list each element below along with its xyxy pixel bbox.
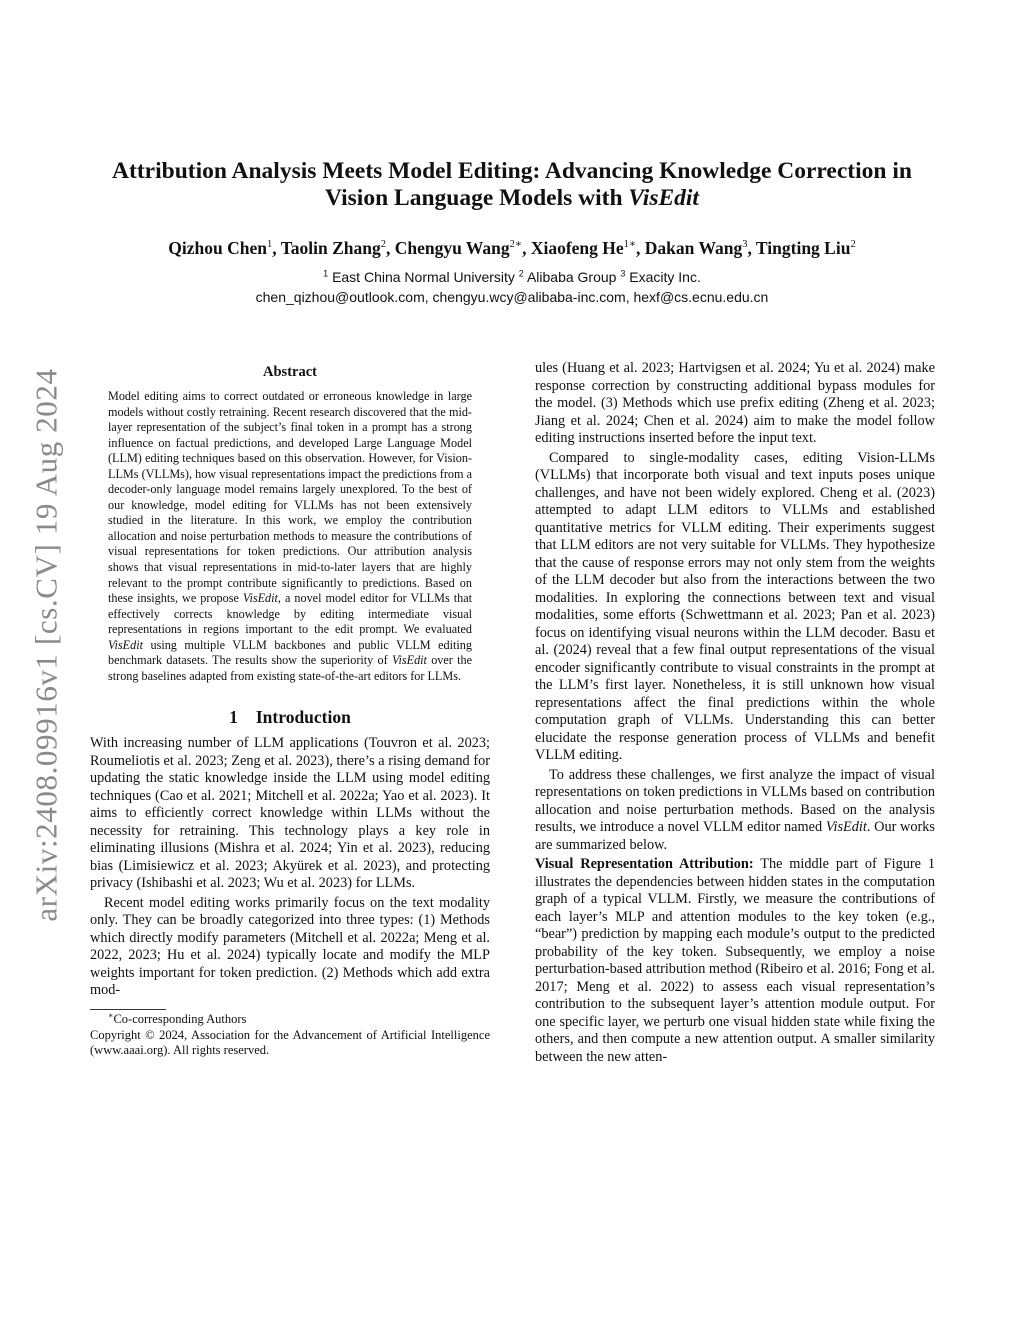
left-column bbox=[90, 360, 490, 1059]
affiliation-mark: 3 bbox=[620, 268, 626, 279]
affiliation-mark: 2 bbox=[518, 268, 524, 279]
abstract-text-part: using multiple VLLM backbones and public VLLM editing benchmark datasets. The results show the superiority of bbox=[108, 637, 472, 668]
author-affiliation-mark: 2 bbox=[850, 239, 856, 251]
author-separator: , bbox=[747, 238, 756, 258]
method-name: VisEdit bbox=[242, 591, 278, 606]
affiliations bbox=[90, 267, 934, 287]
paragraph-text: . Our works are summarized below. bbox=[535, 819, 935, 853]
method-name: VisEdit bbox=[825, 819, 867, 835]
author-name: Xiaofeng He bbox=[530, 238, 624, 258]
author-affiliation-mark: 2 bbox=[380, 239, 386, 251]
run-in-heading: Visual Representation Attribution: bbox=[535, 856, 754, 872]
title-line-2-text: Vision Language Models with bbox=[325, 185, 629, 211]
paragraph-text: The middle part of Figure 1 illustrates the dependencies between hidden states in the computation graph of a typical VLLM. Firstly, we measure the contributions of each layer’s MLP and attention modules to the key token (e.g., “bear”) prediction by mapping each module’s output to the predicted probability of the key token. Subsequently, we employ a noise perturbation-based attribution method (Ribeiro et al. 2016; Fong et al. 2017; Meng et al. 2022) to assess each visual representation’s contribution to the subsequent layer’s attention module output. For one specific layer, we perturb one visual hidden state while fixing the others, and then compute a new attention output. A smaller similarity between the new atten- bbox=[535, 856, 935, 1065]
arxiv-identifier-stamp bbox=[22, 345, 72, 945]
author-separator: , bbox=[636, 238, 645, 258]
intro-paragraph-2-continued: ules (Huang et al. 2023; Hartvigsen et al. 2024; Yu et al. 2024) make response correction by constructing additional bypass modules for the model. (3) Methods which use prefix editing (Zheng et al. 2023; Jiang et al. 2024; Chen et al. 2024) aim to make the model follow editing instructions inserted before the input text. bbox=[535, 360, 935, 446]
intro-paragraph-2: Recent model editing works primarily focus on the text modality only. They can be broadly categorized into three types: (1) Methods which directly modify parameters (Mitchell et al. 2022a; Meng et al. 2022, 2023; Hu et al. 2024) typically locate and modify the MLP weights important for token prediction. (2) Methods which add extra mod- bbox=[90, 894, 490, 999]
section-number: 1 bbox=[229, 707, 238, 728]
author-list bbox=[90, 236, 934, 260]
intro-paragraph-3: Compared to single-modality cases, editing Vision-LLMs (VLLMs) that incorporate both visual and text inputs poses unique challenges, and have not been widely explored. Cheng et al. (2023) attempted to adapt LLM editors to VLLMs and established quantitative metrics for VLLM editing. Their experiments suggest that LLM editors are not very suitable for VLLMs. They hypothesize that the cause of response errors may not only stem from the weights of the LLM decoder but also from the interactions between the two modalities. In exploring the connections between text and visual modalities, some efforts (Schwettmann et al. 2023; Pan et al. 2023) focus on identifying visual neurons within the LLM decoder. Basu et al. (2024) reveal that a few final output representations of the visual encoder significantly contribute to visual constraints in the prompt at the LLM’s first layer. Nonetheless, it is still unknown how visual representations affect the final predictions within the whole computation graph of VLLMs. Understanding this can better elucidate the response generation process of VLLMs and benefit VLLM editing. bbox=[535, 449, 935, 763]
abstract-text-part: over the strong baselines adapted from existing state-of-the-art editors for LLMs. bbox=[108, 653, 472, 683]
right-column bbox=[535, 360, 935, 1066]
author-name: Dakan Wang bbox=[644, 238, 743, 258]
footnote-divider bbox=[90, 1009, 166, 1010]
author-affiliation-mark: 3 bbox=[742, 239, 748, 251]
copyright-notice: Copyright © 2024, Association for the Advancement of Artificial Intelligence (www.aaai.org). All rights reserved. bbox=[90, 1027, 490, 1058]
author-separator: , bbox=[272, 238, 281, 258]
contribution-paragraph bbox=[535, 856, 935, 1066]
author-name: Chengyu Wang bbox=[394, 238, 510, 258]
title-line-1: Attribution Analysis Meets Model Editing: Advancing Knowledge Correction in bbox=[112, 158, 912, 184]
affiliation-name: Exacity Inc. bbox=[629, 269, 701, 285]
title-line-2 bbox=[90, 185, 934, 212]
affiliation-name: East China Normal University bbox=[332, 269, 515, 285]
author-affiliation-mark: 1 bbox=[267, 239, 273, 251]
footnote bbox=[90, 1012, 490, 1027]
paper-title bbox=[90, 158, 934, 212]
author-separator: , bbox=[385, 238, 395, 258]
intro-paragraph-1: With increasing number of LLM applications (Touvron et al. 2023; Roumeliotis et al. 2023; Zeng et al. 2023), there’s a rising demand for updating the static knowledge inside the LLM using model editing techniques (Cao et al. 2021; Mitchell et al. 2022a; Yao et al. 2023). It aims to efficiently correct knowledge within LLMs without the necessity for retraining. This technology plays a key role in eliminating illusions (Mishra et al. 2024; Yin et al. 2023), reducing bias (Limisiewicz et al. 2023; Akyürek et al. 2023), and protecting privacy (Ishibashi et al. 2023; Wu et al. 2023) for LLMs. bbox=[90, 735, 490, 892]
author-emails: chen_qizhou@outlook.com, chengyu.wcy@alibaba-inc.com, hexf@cs.ecnu.edu.cn bbox=[255, 289, 769, 305]
section-heading-introduction bbox=[90, 706, 490, 728]
author-affiliation-mark: 2∗ bbox=[509, 239, 523, 251]
method-name: VisEdit bbox=[391, 653, 427, 668]
author-name: Taolin Zhang bbox=[280, 238, 381, 258]
abstract-text-part: Model editing aims to correct outdated or erroneous knowledge in large models without costly retraining. Recent research discovered that the mid-layer representation of the subject’s final token in a prompt has a strong influence on factual predictions, and developed Large Language Model (LLM) editing techniques based on this observation. However, for Vision-LLMs (VLLMs), how visual representations impact the predictions from a decoder-only language model remains largely unexplored. To the best of our knowledge, model editing for VLLMs has not been extensively studied in the literature. In this work, we employ the contribution allocation and noise perturbation methods to measure the contributions of visual representations for token predictions. Our attribution analysis shows that visual representations in mid-to-later layers that are highly relevant to the prompt contribute significantly to predictions. Based on these insights, we propose bbox=[108, 389, 472, 606]
author-affiliation-mark: 1∗ bbox=[623, 239, 637, 251]
arxiv-identifier-text: arXiv:2408.09916v1 [cs.CV] 19 Aug 2024 bbox=[29, 368, 64, 922]
footnote-mark: ∗ bbox=[108, 1010, 114, 1020]
paragraph-text: To address these challenges, we first analyze the impact of visual representations on token predictions in VLLMs based on contribution allocation and noise perturbation methods. Based on the analysis results, we introduce a novel VLLM editor named bbox=[535, 766, 935, 835]
abstract-text-part: , a novel model editor for VLLMs that effectively corrects knowledge by editing intermediate visual representations in regions important to the edit prompt. We evaluated bbox=[108, 591, 472, 637]
intro-paragraph-4 bbox=[535, 767, 935, 855]
abstract-heading: Abstract bbox=[263, 364, 317, 380]
title-method-name: VisEdit bbox=[628, 185, 699, 211]
section-title: Introduction bbox=[255, 707, 351, 728]
footnote-text: Co-corresponding Authors bbox=[113, 1011, 247, 1026]
author-name: Tingting Liu bbox=[755, 238, 851, 258]
author-name: Qizhou Chen bbox=[168, 238, 267, 258]
abstract-text bbox=[108, 389, 472, 684]
method-name: VisEdit bbox=[108, 637, 143, 652]
affiliation-name: Alibaba Group bbox=[526, 269, 617, 285]
author-separator: , bbox=[522, 238, 531, 258]
affiliation-mark: 1 bbox=[323, 268, 329, 279]
